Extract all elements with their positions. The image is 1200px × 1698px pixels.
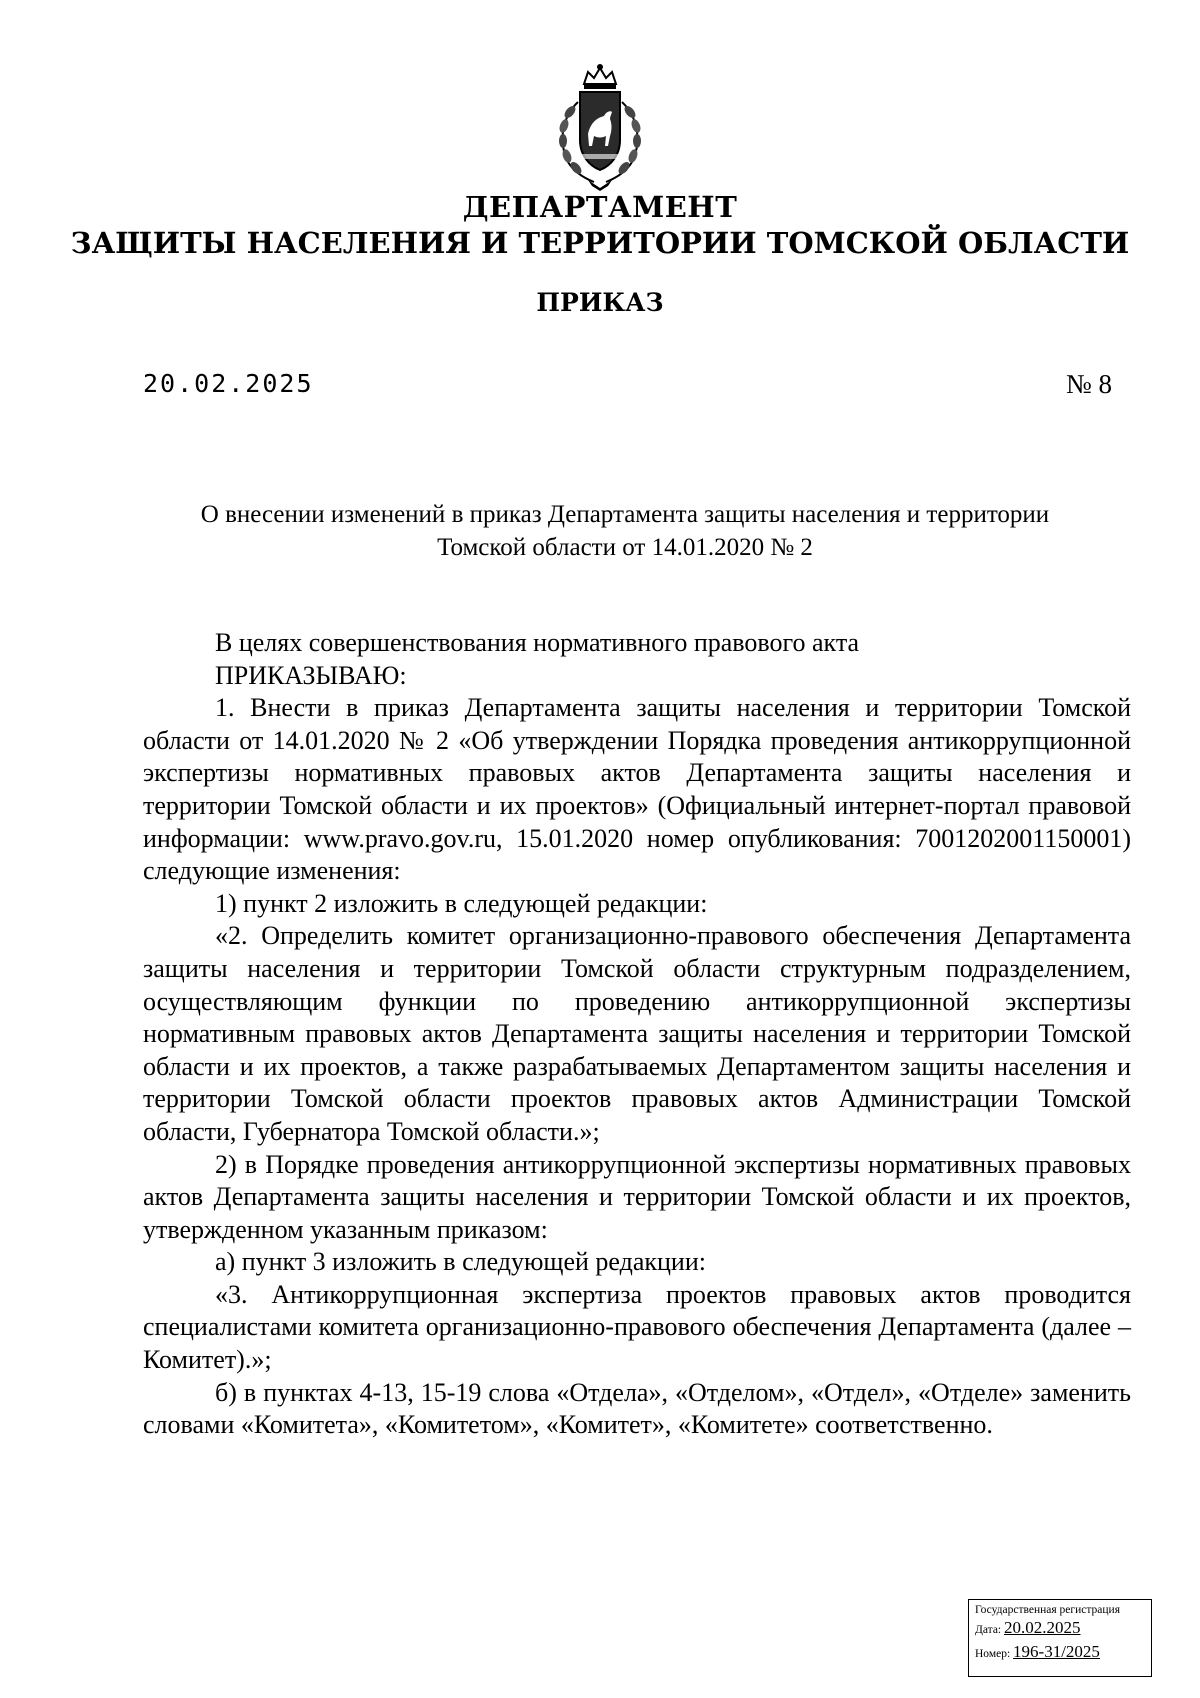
stamp-date-row (975, 1617, 1145, 1641)
document-number: № 8 (1065, 369, 1112, 399)
tomsk-coat-of-arms-icon (548, 62, 652, 192)
stamp-title: Государственная регистрация (975, 1604, 1120, 1616)
document-type: ПРИКАЗ (536, 288, 664, 317)
paragraph-subitem-a: а) пункт 3 изложить в следующей редакции: (215, 1247, 706, 1277)
stamp-date-value: 20.02.2025 (1004, 1618, 1081, 1637)
paragraph-subitem-1: 1) пункт 2 изложить в следующей редакции: (215, 888, 708, 918)
stamp-date-label: Дата: (975, 1624, 1002, 1636)
paragraph-quote-2: «2. Определить комитет организационно-правового обеспечения Департамента защиты населения и территории Томской области структурным подразделением, осуществляющим функции по проведению антикоррупционной экспертизы нормативным правовых актов Департамента защиты населения и территории Томской области и их проектов, а также разрабатываемых Департаментом защиты населения и территории Томской области проектов правовых актов Администрации Томской области, Губернатора Томской области.»; (143, 921, 1131, 1146)
document-subject (130, 498, 1120, 564)
paragraph-subitem-b: б) в пунктах 4-13, 15-19 слова «Отдела», «Отделом», «Отдел», «Отделе» заменить словами «Комитета», «Комитетом», «Комитет», «Комитете» соответственно. (143, 1377, 1131, 1440)
document-body (143, 627, 1131, 1442)
document-date: 20.02.2025 (143, 369, 314, 398)
department-name-line1: ДЕПАРТАМЕНТ (462, 190, 738, 224)
paragraph-item-1: 1. Внести в приказ Департамента защиты населения и территории Томской области от 14.01.2020 № 2 «Об утверждении Порядка проведения антикоррупционной экспертизы нормативных правовых актов Департамента защиты населения и территории Томской области и их проектов» (Официальный интернет-портал правовой информации: www.pravo.gov.ru, 15.01.2020 номер опубликования: 7001202001150001) следующие изменения: (143, 693, 1131, 886)
paragraph-quote-3: «3. Антикоррупционная экспертиза проектов правовых актов проводится специалистами комитета организационно-правового обеспечения Департамента (далее – Комитет).»; (143, 1279, 1131, 1375)
stamp-number-row (975, 1641, 1145, 1665)
paragraph-subitem-2: 2) в Порядке проведения антикоррупционной экспертизы нормативных правовых актов Департамента защиты населения и территории Томской области и их проектов, утвержденном указанным приказом: (143, 1149, 1131, 1244)
paragraph-order-word: ПРИКАЗЫВАЮ: (215, 660, 407, 690)
registration-stamp (968, 1599, 1152, 1677)
subject-line-2: Томской области от 14.01.2020 № 2 (437, 534, 813, 561)
stamp-number-label: Номер: (975, 1648, 1011, 1660)
department-name-line2: ЗАЩИТЫ НАСЕЛЕНИЯ И ТЕРРИТОРИИ ТОМСКОЙ ОБЛАСТИ (70, 226, 1130, 260)
paragraph-purpose: В целях совершенствования нормативного правового акта (215, 628, 860, 657)
subject-line-1: О внесении изменений в приказ Департамента защиты населения и территории (200, 501, 1050, 528)
stamp-number-value: 196-31/2025 (1013, 1642, 1100, 1661)
